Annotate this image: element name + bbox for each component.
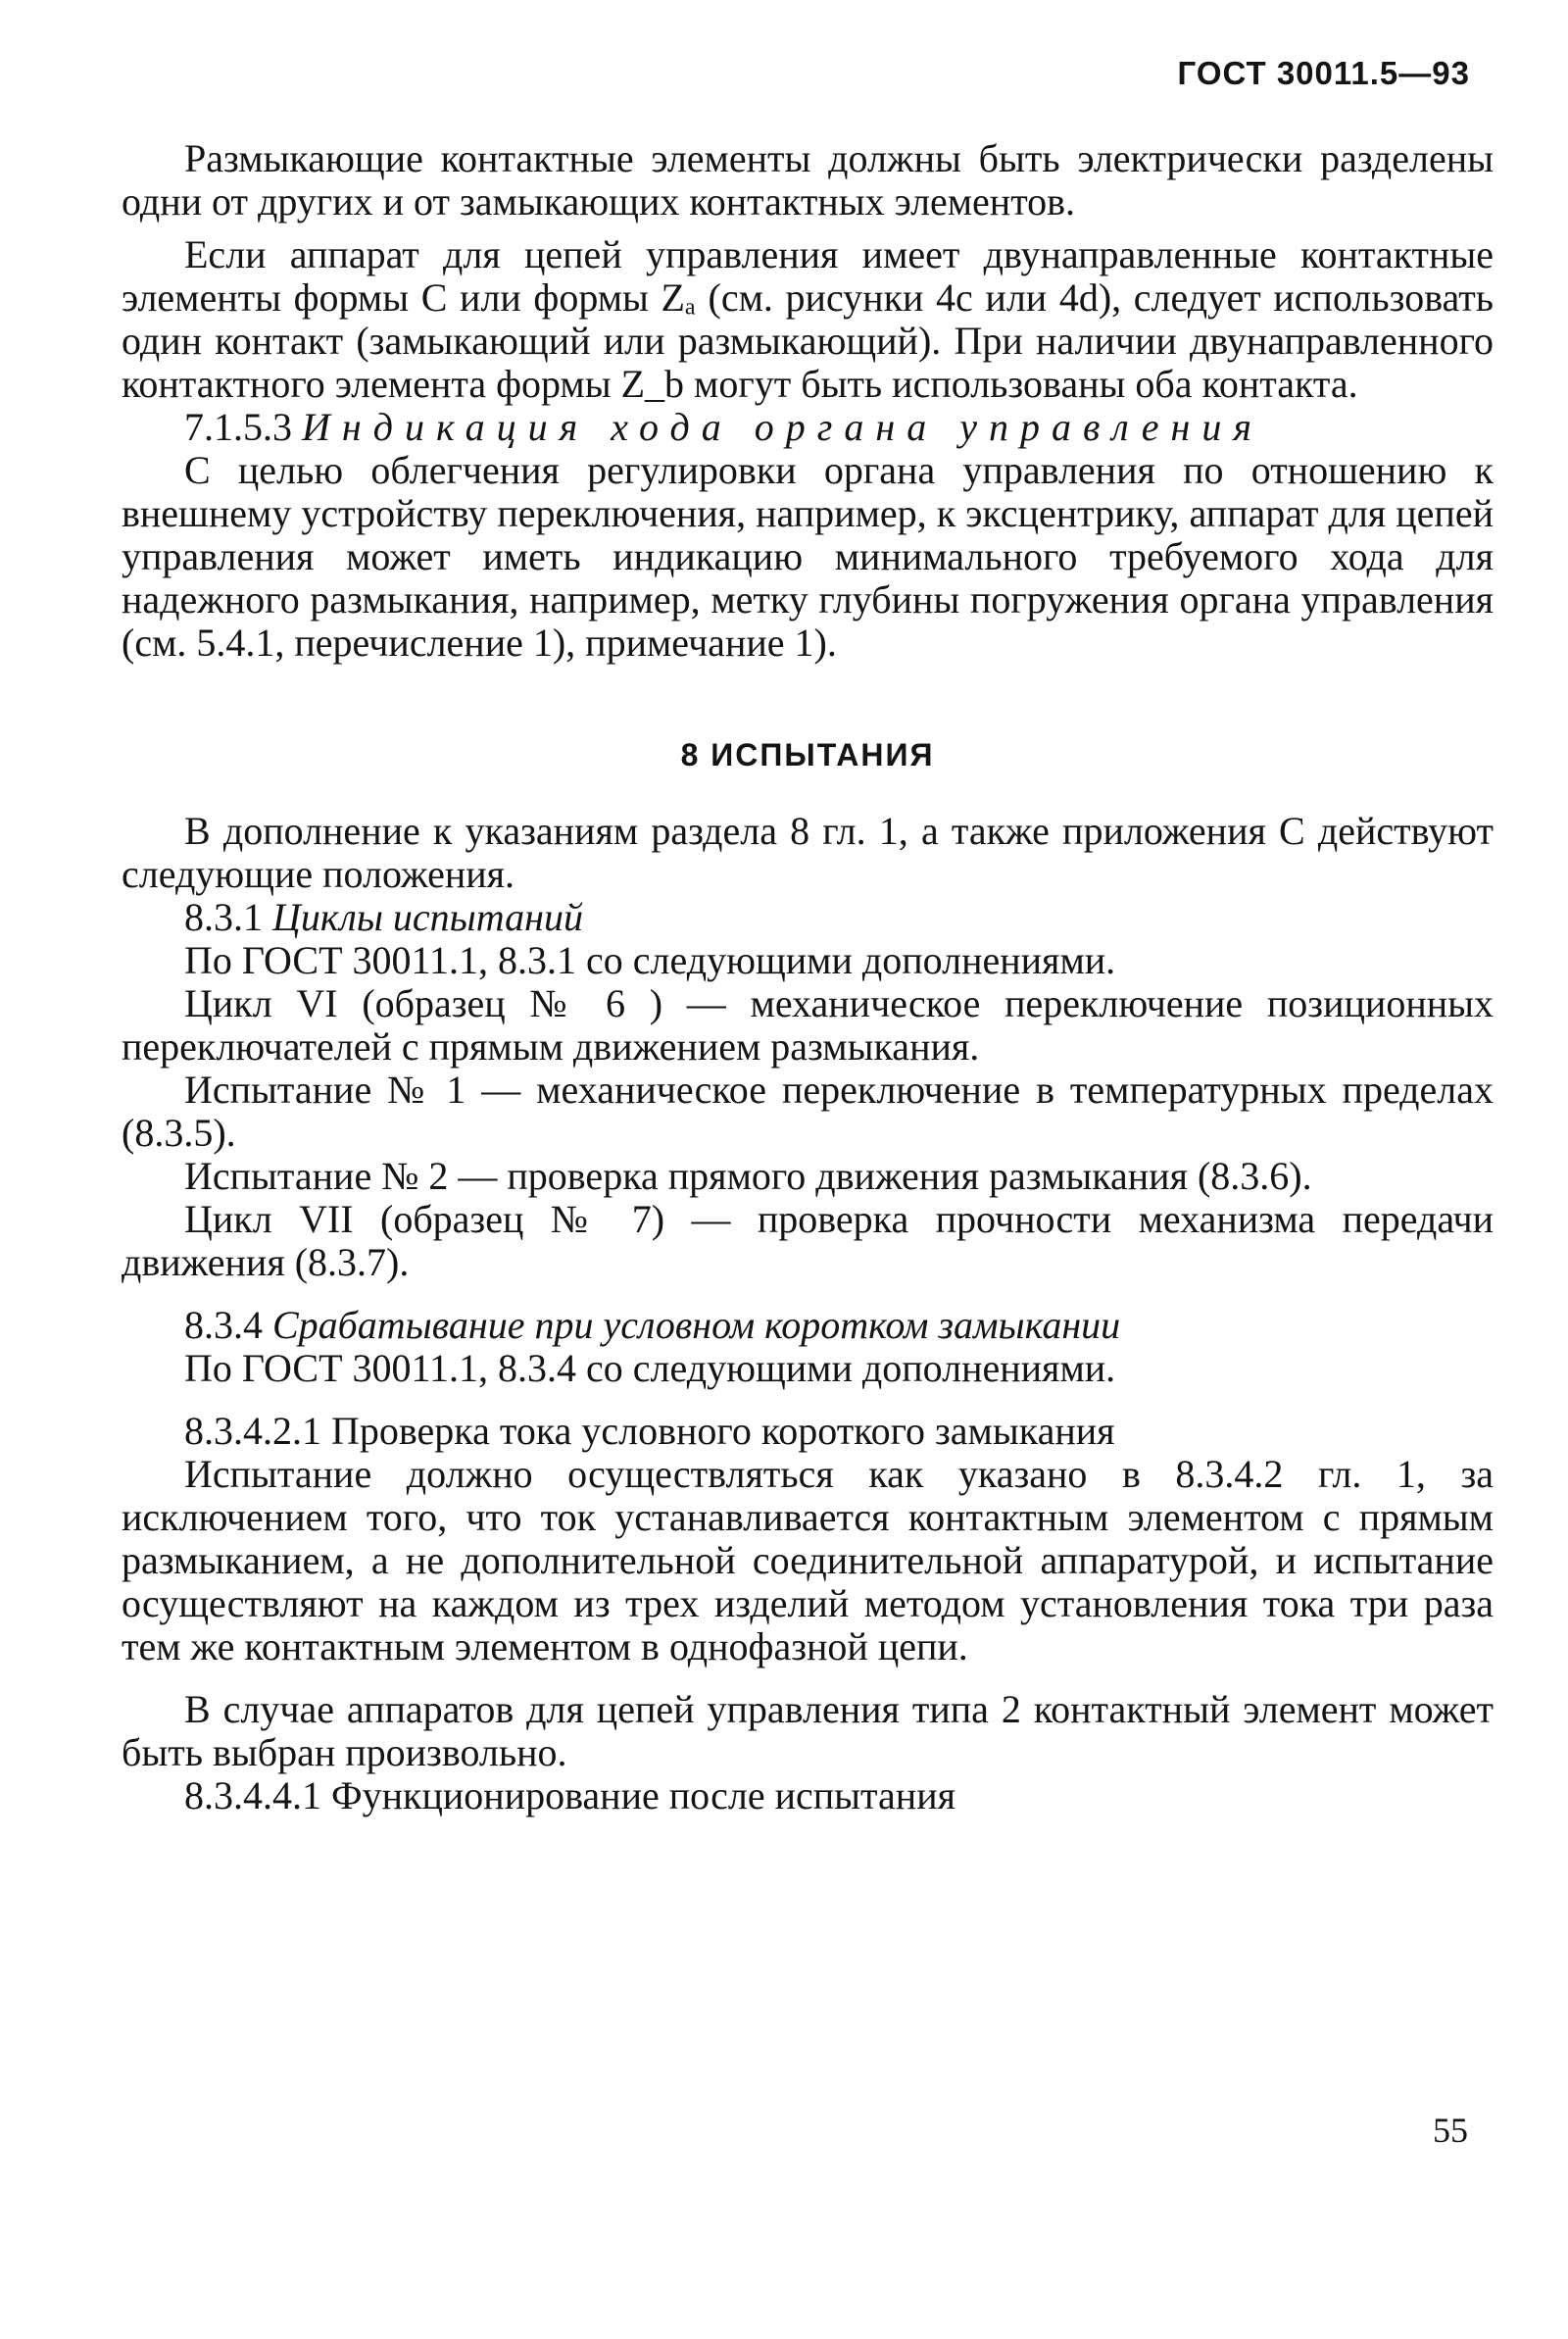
paragraph-cycle-vi: Цикл VI (образец № 6 ) — механическое переключение позиционных переключателей с прямым движением размыкания. bbox=[122, 981, 1494, 1069]
page-number: 55 bbox=[1433, 2111, 1468, 2150]
paragraph-test-2: Испытание № 2 — проверка прямого движения размыкания (8.3.6). bbox=[184, 1154, 1312, 1198]
paragraph-travel-indication: С целью облегчения регулировки органа управления по отношению к внешнему устройству переключения, например, к эксцентрику, аппарат для цепей управления может иметь индикацию минимального требуемого хода для надежного размыкания, например, метку глубины погружения органа управления (см. 5.4.1, перечисление 1), примечание 1). bbox=[122, 448, 1494, 665]
section-8-title: 8 ИСПЫТАНИЯ bbox=[680, 737, 935, 772]
paragraph-section-8-intro: В дополнение к указаниям раздела 8 гл. 1, а также приложения С действуют следующие положения. bbox=[122, 809, 1494, 896]
document-body bbox=[122, 137, 1494, 1817]
paragraph-test-1: Испытание № 1 — механическое переключение в температурных пределах (8.3.5). bbox=[122, 1068, 1494, 1155]
clause-8-3-4-2-1-heading: 8.3.4.2.1 Проверка тока условного короткого замыкания bbox=[184, 1409, 1115, 1453]
clause-8-3-4-title: Срабатывание при условном коротком замыкании bbox=[272, 1303, 1121, 1347]
clause-8-3-1-heading bbox=[122, 896, 1494, 939]
paragraph-break-contacts: Размыкающие контактные элементы должны быть электрически разделены одни от других и от замыкающих контактных элементов. bbox=[122, 136, 1494, 224]
clause-7-1-5-3-heading bbox=[122, 406, 1494, 449]
clause-7-1-5-3-title: Индикация хода органа управления bbox=[302, 405, 1263, 449]
paragraph-8-3-1-reference: По ГОСТ 30011.1, 8.3.1 со следующими дополнениями. bbox=[184, 938, 1116, 982]
paragraph-type-2-devices: В случае аппаратов для цепей управления типа 2 контактный элемент может быть выбран произвольно. bbox=[122, 1687, 1494, 1774]
paragraph-bidirectional-contacts: Если аппарат для цепей управления имеет двунаправленные контактные элементы формы C или формы Zₐ (см. рисунки 4с или 4d), следует использовать один контакт (замыкающий или размыкающий). При наличии двунаправленного контактного элемента формы Z_b могут быть использованы оба контакта. bbox=[122, 232, 1494, 406]
paragraph-cycle-vii: Цикл VII (образец № 7) — проверка прочности механизма передачи движения (8.3.7). bbox=[122, 1197, 1494, 1284]
clause-8-3-4-number: 8.3.4 bbox=[184, 1303, 263, 1347]
document-header: ГОСТ 30011.5—93 bbox=[1177, 55, 1470, 91]
paragraph-8-3-4-reference: По ГОСТ 30011.1, 8.3.4 со следующими дополнениями. bbox=[184, 1346, 1116, 1390]
clause-8-3-1-title: Циклы испытаний bbox=[272, 895, 583, 939]
clause-8-3-1-number: 8.3.1 bbox=[184, 895, 263, 939]
clause-7-1-5-3-number: 7.1.5.3 bbox=[184, 405, 292, 449]
paragraph-short-circuit-test: Испытание должно осуществляться как указано в 8.3.4.2 гл. 1, за исключением того, что ток устанавливается контактным элементом с прямым размыканием, а не дополнительной соединительной аппаратурой, и испытание осуществляют на каждом из трех изделий методом установления тока три раза тем же контактным элементом в однофазной цепи. bbox=[122, 1452, 1494, 1668]
clause-8-3-4-4-1-heading: 8.3.4.4.1 Функционирование после испытания bbox=[184, 1773, 956, 1817]
clause-8-3-4-heading bbox=[122, 1304, 1494, 1347]
